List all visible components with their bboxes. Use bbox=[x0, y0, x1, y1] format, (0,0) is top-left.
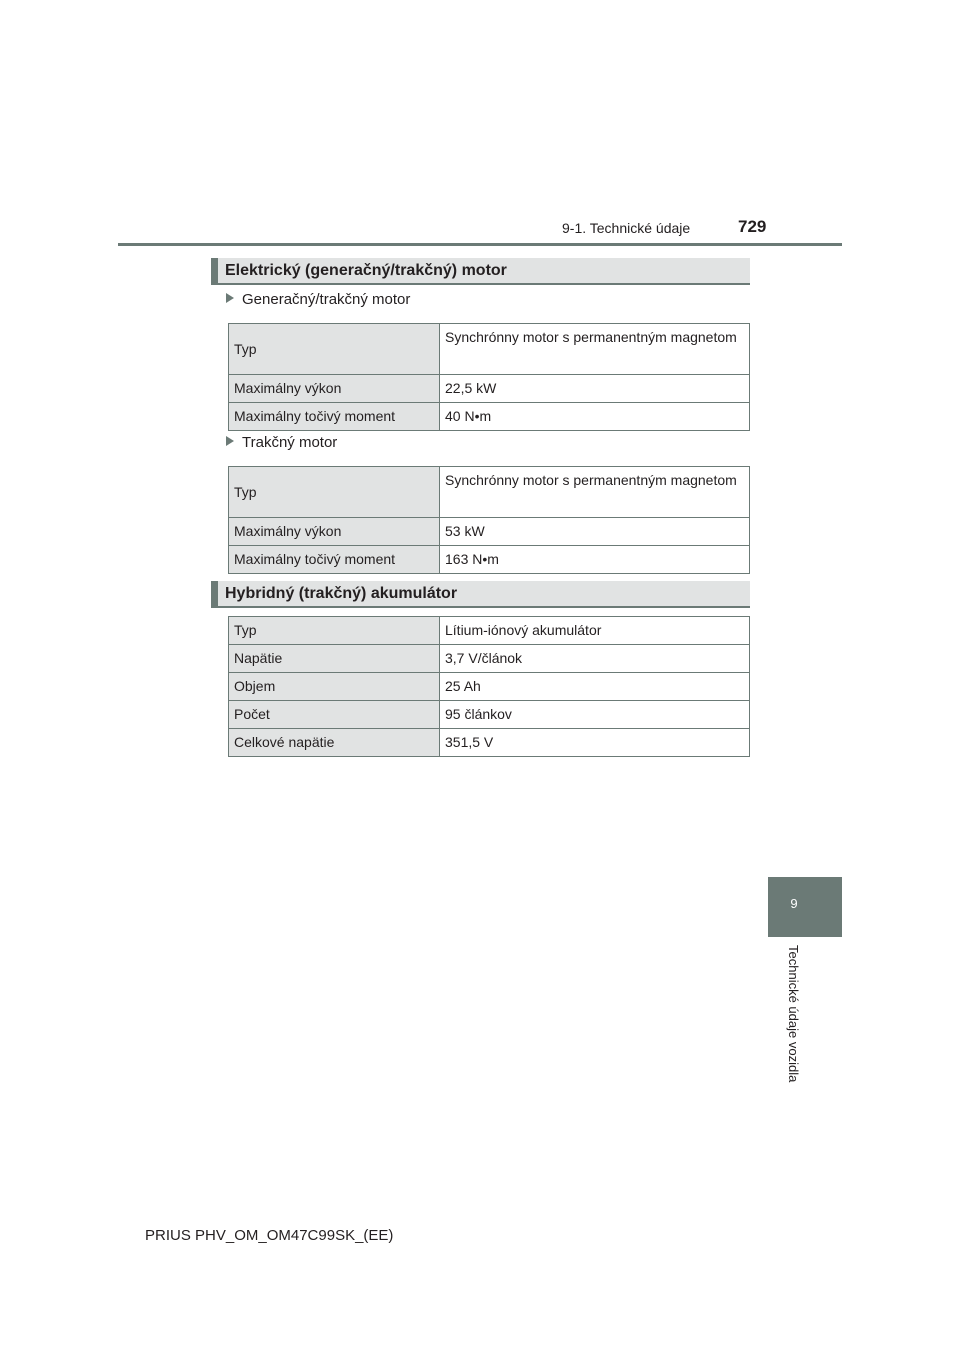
table-row bbox=[229, 467, 750, 518]
chapter-number: 9 bbox=[790, 896, 798, 911]
chapter-title: Technické údaje vozidla bbox=[786, 945, 801, 1083]
traction-subheading-text: Trakčný motor bbox=[242, 434, 338, 451]
section-title: 9-1. Technické údaje bbox=[562, 220, 691, 236]
table-row bbox=[229, 617, 750, 645]
electric-motor-heading bbox=[211, 258, 750, 285]
generator-subheading bbox=[226, 291, 410, 308]
row-value: 25 Ah bbox=[440, 673, 750, 701]
row-label: Celkové napätie bbox=[229, 729, 440, 757]
row-label: Maximálny točivý moment bbox=[229, 403, 440, 431]
row-label: Typ bbox=[229, 617, 440, 645]
page-number: 729 bbox=[738, 217, 767, 236]
row-value: Synchrónny motor s permanentným magnetom bbox=[440, 324, 750, 375]
row-label: Objem bbox=[229, 673, 440, 701]
table-row bbox=[229, 673, 750, 701]
traction-subheading bbox=[226, 434, 337, 451]
table-row bbox=[229, 546, 750, 574]
row-label: Maximálny výkon bbox=[229, 375, 440, 403]
row-value: 351,5 V bbox=[440, 729, 750, 757]
electric-motor-heading-text: Elektrický (generačný/trakčný) motor bbox=[225, 262, 507, 279]
row-value: 22,5 kW bbox=[440, 375, 750, 403]
traction-spec-table bbox=[228, 466, 750, 574]
table-row bbox=[229, 324, 750, 375]
document-code: PRIUS PHV_OM_OM47C99SK_(EE) bbox=[145, 1227, 394, 1244]
row-label: Maximálny výkon bbox=[229, 518, 440, 546]
triangle-bullet-icon bbox=[226, 436, 234, 446]
battery-spec-table bbox=[228, 616, 750, 757]
row-value: 40 N•m bbox=[440, 403, 750, 431]
table-row bbox=[229, 701, 750, 729]
row-label: Napätie bbox=[229, 645, 440, 673]
battery-heading-text: Hybridný (trakčný) akumulátor bbox=[225, 585, 458, 602]
row-value: 3,7 V/článok bbox=[440, 645, 750, 673]
row-label: Počet bbox=[229, 701, 440, 729]
header-divider bbox=[118, 243, 842, 246]
table-row bbox=[229, 729, 750, 757]
row-value: Synchrónny motor s permanentným magnetom bbox=[440, 467, 750, 518]
row-label: Typ bbox=[229, 324, 440, 375]
table-row bbox=[229, 403, 750, 431]
generator-subheading-text: Generačný/trakčný motor bbox=[242, 291, 411, 308]
triangle-bullet-icon bbox=[226, 293, 234, 303]
row-label: Typ bbox=[229, 467, 440, 518]
row-value: 95 článkov bbox=[440, 701, 750, 729]
row-value: Lítium-iónový akumulátor bbox=[440, 617, 750, 645]
table-row bbox=[229, 645, 750, 673]
row-value: 53 kW bbox=[440, 518, 750, 546]
generator-spec-table bbox=[228, 323, 750, 431]
row-label: Maximálny točivý moment bbox=[229, 546, 440, 574]
table-row bbox=[229, 375, 750, 403]
row-value: 163 N•m bbox=[440, 546, 750, 574]
table-row bbox=[229, 518, 750, 546]
battery-heading bbox=[211, 581, 750, 608]
